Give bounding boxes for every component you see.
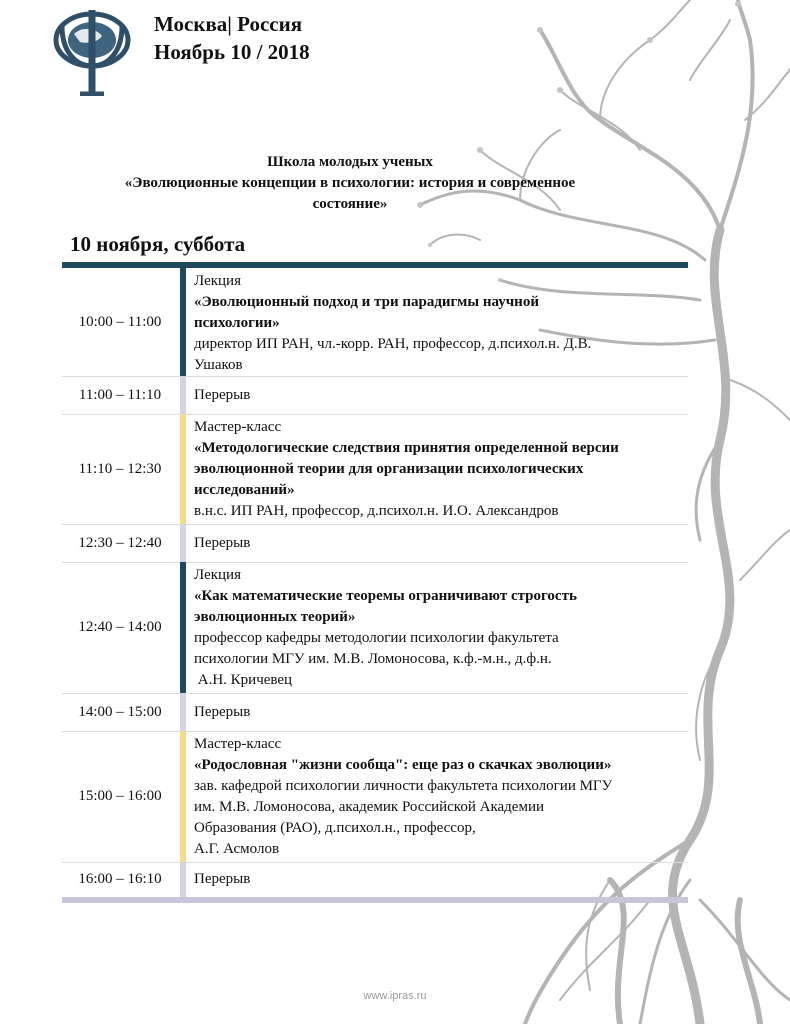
schedule-row (62, 731, 688, 863)
session-type: Мастер-класс (194, 419, 282, 435)
session-content (194, 271, 688, 376)
schedule-row (62, 268, 688, 377)
header-date: Ноябрь 10 / 2018 (154, 40, 310, 64)
school-title-line: Школа молодых ученых (267, 154, 433, 170)
schedule-row (62, 524, 688, 563)
session-marker (180, 414, 186, 524)
session-type: Лекция (194, 273, 241, 289)
speaker-line: зав. кафедрой психологии личности факультета психологии МГУ (194, 778, 613, 794)
footer-url: www.ipras.ru (363, 990, 427, 1002)
schedule-row (62, 693, 688, 732)
speaker-line: А.Г. Асмолов (194, 841, 280, 857)
time-cell: 16:00 – 16:10 (78, 871, 162, 887)
session-title-line: «Как математические теоремы ограничивают строгость (194, 588, 577, 604)
break-marker (180, 693, 186, 731)
speaker-line: психологии МГУ им. М.В. Ломоносова, к.ф.-м.н., д.ф.н. (194, 651, 552, 667)
break-label: Перерыв (194, 871, 251, 887)
session-title-line: эволюционных теорий» (194, 609, 356, 625)
session-content (194, 417, 688, 522)
break-label: Перерыв (194, 703, 251, 720)
session-title-line: «Эволюционный подход и три парадигмы научной (194, 294, 539, 310)
time-cell: 10:00 – 11:00 (78, 313, 162, 330)
break-label: Перерыв (194, 534, 251, 551)
school-title-line: «Эволюционные концепции в психологии: история и современное (124, 175, 576, 191)
time-cell: 12:30 – 12:40 (78, 534, 162, 551)
day-title: 10 ноября, суббота (70, 232, 246, 256)
time-cell: 15:00 – 16:00 (78, 788, 162, 804)
break-marker (180, 376, 186, 414)
session-content (194, 734, 688, 860)
table-bottom-border (62, 897, 688, 903)
session-title-line: психологии» (194, 315, 280, 331)
time-cell: 14:00 – 15:00 (78, 703, 162, 720)
time-cell: 11:10 – 12:30 (78, 460, 162, 477)
session-title-line: «Методологические следствия принятия определенной версии (194, 440, 619, 456)
session-title-line: «Родословная "жизни сообща": еще раз о скачках эволюции» (194, 757, 612, 773)
schedule-row (62, 376, 688, 415)
speaker-line: А.Н. Кричевец (194, 672, 293, 688)
schedule-row (62, 562, 688, 694)
break-marker (180, 524, 186, 562)
speaker-line: Образования (РАО), д.психол.н., профессор, (194, 820, 476, 836)
speaker-line: директор ИП РАН, чл.-корр. РАН, профессор, д.психол.н. Д.В. (194, 336, 592, 352)
schedule-row (62, 414, 688, 525)
schedule-row (62, 862, 688, 897)
session-marker (180, 562, 186, 693)
session-type: Мастер-класс (194, 736, 282, 752)
speaker-line: профессор кафедры методологии психологии факультета (194, 630, 559, 646)
break-label: Перерыв (194, 386, 251, 403)
school-title-line: состояние» (312, 196, 388, 212)
school-title (70, 152, 630, 215)
session-marker (180, 268, 186, 376)
session-content (194, 565, 688, 691)
session-title-line: эволюционной теории для организации психологических (194, 461, 584, 477)
speaker-line: Ушаков (194, 357, 243, 373)
speaker-line: им. М.В. Ломоносова, академик Российской Академии (194, 799, 545, 815)
time-cell: 12:40 – 14:00 (78, 619, 162, 635)
speaker-line: в.н.с. ИП РАН, профессор, д.психол.н. И.О. Александров (194, 503, 559, 519)
psi-globe-logo (52, 8, 138, 96)
break-marker (180, 862, 186, 897)
header-city: Москва| Россия (154, 12, 303, 36)
session-title-line: исследований» (194, 482, 295, 498)
session-marker (180, 731, 186, 862)
session-type: Лекция (194, 567, 241, 583)
time-cell: 11:00 – 11:10 (78, 386, 162, 403)
